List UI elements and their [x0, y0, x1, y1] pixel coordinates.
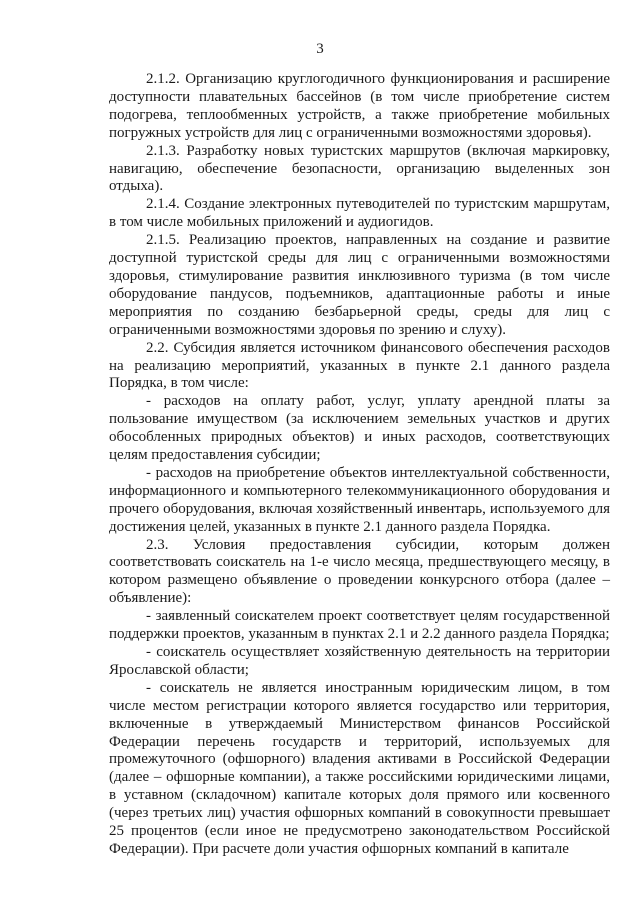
- list-item: - расходов на приобретение объектов интеллектуальной собственности, информационного и компьютерного телекоммуникационного оборудования и прочего оборудования, включая хозяйственный инвентарь, используемого для достижения целей, указанных в пункте 2.1 данного раздела Порядка.: [109, 464, 610, 535]
- paragraph-2-2: 2.2. Субсидия является источником финансового обеспечения расходов на реализацию мероприятий, указанных в пункте 2.1 данного раздела Порядка, в том числе:: [109, 339, 610, 392]
- paragraph-2-1-3: 2.1.3. Разработку новых туристских маршрутов (включая маркировку, навигацию, обеспечение безопасности, организацию выделенных зон отдыха).: [109, 142, 610, 195]
- page-number: 3: [316, 41, 324, 57]
- list-item: - заявленный соискателем проект соответствует целям государственной поддержки проектов, указанным в пунктах 2.1 и 2.2 данного раздела Порядка;: [109, 608, 610, 643]
- list-item: - соискатель осуществляет хозяйственную деятельность на территории Ярославской области;: [109, 644, 610, 678]
- list-item: - расходов на оплату работ, услуг, уплату арендной платы за пользование имуществом (за исключением земельных участков и других обособленных природных объектов) и иных расходов, соответствующих целям предоставления субсидии;: [109, 393, 610, 464]
- paragraph-2-1-5: 2.1.5. Реализацию проектов, направленных на создание и развитие доступной туристской среды для лиц с ограниченными возможностями здоровья, стимулирование развития инклюзивного туризма (в том числе оборудование пандусов, подъемников, адаптационные работы и иные мероприятия по созданию безбарьерной среды, среды для лиц с ограниченными возможностями здоровья по зрению и слуху).: [109, 232, 610, 338]
- paragraph-2-3: 2.3. Условия предоставления субсидии, которым должен соответствовать соискатель на 1-е число месяца, предшествующего месяцу, в котором размещено объявление о проведении конкурсного отбора (далее – объявление):: [109, 536, 610, 607]
- document-body: [109, 71, 610, 859]
- paragraph-2-1-2: 2.1.2. Организацию круглогодичного функционирования и расширение доступности плавательных бассейнов (в том числе приобретение систем подогрева, теплообменных устройств, а также приобретение мобильных погружных устройств для лиц с ограниченными возможностями здоровья).: [109, 71, 610, 141]
- list-item: - соискатель не является иностранным юридическим лицом, в том числе местом регистрации которого является государство или территория, включенные в утверждаемый Министерством финансов Российской Федерации перечень государств и территорий, используемых для промежуточного (офшорного) владения активами в Российской Федерации (далее – офшорные компании), а также российскими юридическими лицами, в уставном (складочном) капитале которых доля прямого или косвенного (через третьих лиц) участия офшорных компаний в совокупности превышает 25 процентов (если иное не предусмотрено законодательством Российской Федерации). При расчете доли участия офшорных компаний в капитале: [109, 679, 610, 857]
- paragraph-2-1-4: 2.1.4. Создание электронных путеводителей по туристским маршрутам, в том числе мобильных приложений и аудиогидов.: [109, 196, 610, 231]
